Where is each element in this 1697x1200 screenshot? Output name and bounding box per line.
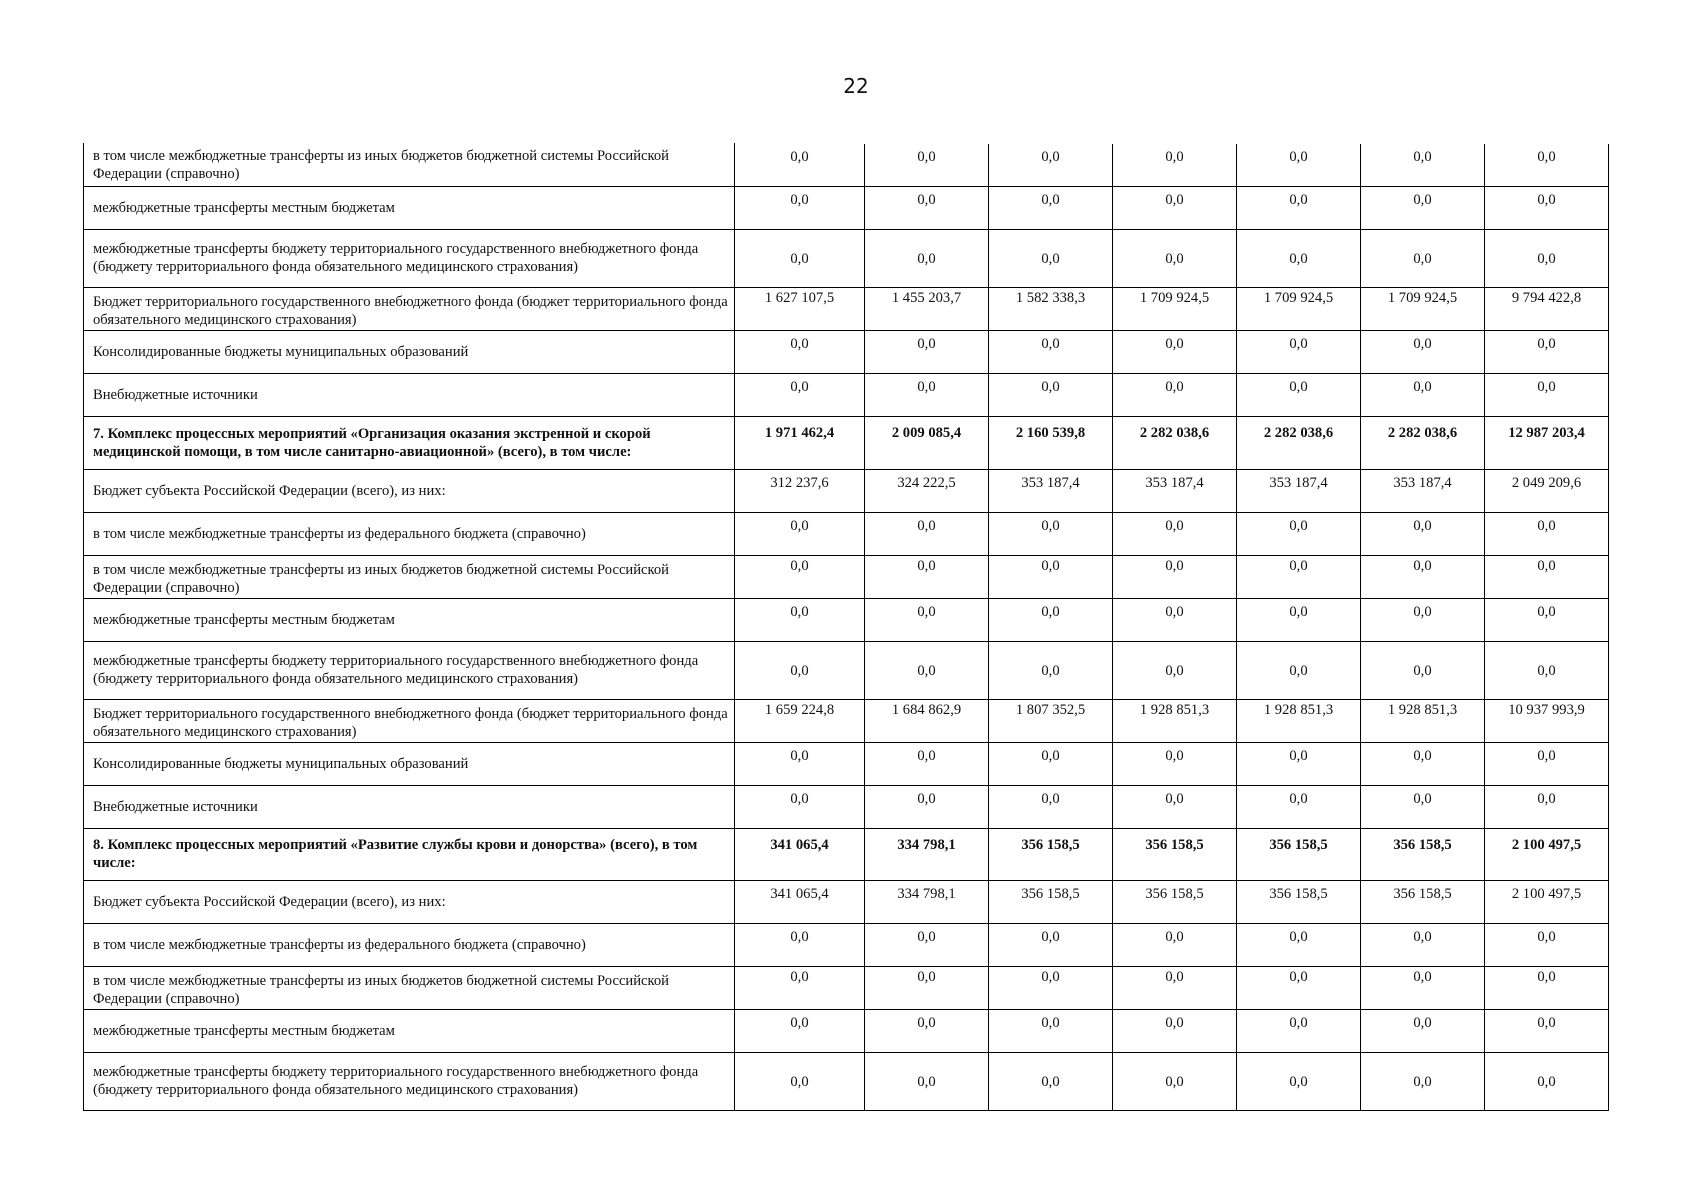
value-cell: 0,0 — [1113, 967, 1237, 1010]
value-cell: 1 709 924,5 — [1237, 288, 1361, 331]
value-cell: 0,0 — [1237, 642, 1361, 700]
budget-table — [83, 143, 1609, 1111]
value-cell: 1 928 851,3 — [1237, 700, 1361, 743]
value-cell: 356 158,5 — [989, 881, 1113, 924]
value-cell: 0,0 — [735, 374, 865, 417]
table-row — [84, 924, 1609, 967]
value-cell: 0,0 — [1113, 556, 1237, 599]
value-cell: 334 798,1 — [865, 829, 989, 881]
table-row — [84, 1053, 1609, 1111]
value-cell: 1 709 924,5 — [1113, 288, 1237, 331]
value-cell: 0,0 — [1237, 1010, 1361, 1053]
value-cell: 10 937 993,9 — [1485, 700, 1609, 743]
value-cell: 0,0 — [1237, 513, 1361, 556]
value-cell: 0,0 — [1485, 144, 1609, 187]
value-cell: 0,0 — [989, 556, 1113, 599]
value-cell: 0,0 — [1237, 187, 1361, 230]
value-cell: 0,0 — [1113, 1010, 1237, 1053]
value-cell: 0,0 — [1361, 1010, 1485, 1053]
value-cell: 0,0 — [865, 556, 989, 599]
value-cell: 0,0 — [1485, 1053, 1609, 1111]
row-label: межбюджетные трансферты местным бюджетам — [84, 187, 735, 230]
value-cell: 0,0 — [1113, 331, 1237, 374]
value-cell: 0,0 — [1485, 786, 1609, 829]
section-label: 8. Комплекс процессных мероприятий «Развитие службы крови и донорства» (всего), в том числе: — [84, 829, 735, 881]
row-label: в том числе межбюджетные трансферты из федерального бюджета (справочно) — [84, 924, 735, 967]
section-row — [84, 417, 1609, 470]
value-cell: 0,0 — [865, 642, 989, 700]
row-label: Консолидированные бюджеты муниципальных образований — [84, 331, 735, 374]
value-cell: 0,0 — [1361, 187, 1485, 230]
page-number: 22 — [843, 74, 869, 98]
table-row — [84, 786, 1609, 829]
value-cell: 2 049 209,6 — [1485, 470, 1609, 513]
value-cell: 0,0 — [1361, 786, 1485, 829]
value-cell: 0,0 — [735, 331, 865, 374]
value-cell: 353 187,4 — [1361, 470, 1485, 513]
value-cell: 0,0 — [1361, 967, 1485, 1010]
value-cell: 0,0 — [865, 743, 989, 786]
value-cell: 2 009 085,4 — [865, 417, 989, 470]
value-cell: 0,0 — [1113, 743, 1237, 786]
value-cell: 0,0 — [1113, 786, 1237, 829]
section-label: 7. Комплекс процессных мероприятий «Организация оказания экстренной и скорой медицинской помощи, в том числе санитарно-авиационной» (всего), в том числе: — [84, 417, 735, 470]
value-cell: 0,0 — [1237, 374, 1361, 417]
value-cell: 0,0 — [735, 1053, 865, 1111]
table-row — [84, 374, 1609, 417]
value-cell: 0,0 — [1485, 642, 1609, 700]
value-cell: 0,0 — [865, 967, 989, 1010]
value-cell: 356 158,5 — [1113, 829, 1237, 881]
row-label: Внебюджетные источники — [84, 374, 735, 417]
value-cell: 0,0 — [735, 743, 865, 786]
value-cell: 0,0 — [735, 144, 865, 187]
value-cell: 0,0 — [989, 187, 1113, 230]
value-cell: 0,0 — [1237, 144, 1361, 187]
value-cell: 2 160 539,8 — [989, 417, 1113, 470]
section-row — [84, 829, 1609, 881]
value-cell: 2 282 038,6 — [1361, 417, 1485, 470]
value-cell: 0,0 — [989, 1010, 1113, 1053]
table-row — [84, 144, 1609, 187]
row-label: в том числе межбюджетные трансферты из федерального бюджета (справочно) — [84, 513, 735, 556]
value-cell: 0,0 — [1485, 374, 1609, 417]
value-cell: 356 158,5 — [1237, 881, 1361, 924]
value-cell: 0,0 — [989, 331, 1113, 374]
value-cell: 0,0 — [735, 513, 865, 556]
value-cell: 0,0 — [989, 144, 1113, 187]
row-label: в том числе межбюджетные трансферты из иных бюджетов бюджетной системы Российской Федерации (справочно) — [84, 556, 735, 599]
table-row — [84, 743, 1609, 786]
value-cell: 0,0 — [1485, 513, 1609, 556]
value-cell: 2 100 497,5 — [1485, 881, 1609, 924]
table-row — [84, 1010, 1609, 1053]
row-label: межбюджетные трансферты бюджету территориального государственного внебюджетного фонда (бюджету территориального фонда обязательного медицинского страхования) — [84, 230, 735, 288]
table-row — [84, 230, 1609, 288]
value-cell: 0,0 — [1237, 743, 1361, 786]
table-row — [84, 967, 1609, 1010]
value-cell: 1 627 107,5 — [735, 288, 865, 331]
value-cell: 0,0 — [1113, 187, 1237, 230]
value-cell: 0,0 — [1361, 1053, 1485, 1111]
value-cell: 0,0 — [1237, 924, 1361, 967]
value-cell: 0,0 — [865, 1010, 989, 1053]
row-label: Бюджет территориального государственного внебюджетного фонда (бюджет территориального фонда обязательного медицинского страхования) — [84, 288, 735, 331]
row-label: Бюджет территориального государственного внебюджетного фонда (бюджет территориального фонда обязательного медицинского страхования) — [84, 700, 735, 743]
value-cell: 0,0 — [735, 556, 865, 599]
value-cell: 0,0 — [865, 230, 989, 288]
value-cell: 312 237,6 — [735, 470, 865, 513]
value-cell: 353 187,4 — [1237, 470, 1361, 513]
table-row — [84, 599, 1609, 642]
row-label: межбюджетные трансферты бюджету территориального государственного внебюджетного фонда (бюджету территориального фонда обязательного медицинского страхования) — [84, 642, 735, 700]
value-cell: 334 798,1 — [865, 881, 989, 924]
value-cell: 0,0 — [1361, 513, 1485, 556]
value-cell: 0,0 — [865, 924, 989, 967]
value-cell: 356 158,5 — [1237, 829, 1361, 881]
value-cell: 0,0 — [1485, 599, 1609, 642]
value-cell: 0,0 — [1237, 556, 1361, 599]
value-cell: 0,0 — [989, 1053, 1113, 1111]
value-cell: 0,0 — [989, 743, 1113, 786]
table-row — [84, 187, 1609, 230]
value-cell: 0,0 — [989, 230, 1113, 288]
value-cell: 341 065,4 — [735, 829, 865, 881]
value-cell: 0,0 — [1485, 743, 1609, 786]
value-cell: 353 187,4 — [1113, 470, 1237, 513]
value-cell: 0,0 — [1237, 331, 1361, 374]
value-cell: 0,0 — [989, 924, 1113, 967]
value-cell: 2 282 038,6 — [1113, 417, 1237, 470]
value-cell: 1 684 862,9 — [865, 700, 989, 743]
value-cell: 1 928 851,3 — [1361, 700, 1485, 743]
value-cell: 2 100 497,5 — [1485, 829, 1609, 881]
value-cell: 0,0 — [865, 513, 989, 556]
table-row — [84, 470, 1609, 513]
value-cell: 0,0 — [865, 144, 989, 187]
value-cell: 353 187,4 — [989, 470, 1113, 513]
value-cell: 0,0 — [1361, 556, 1485, 599]
value-cell: 0,0 — [1361, 743, 1485, 786]
value-cell: 0,0 — [1361, 230, 1485, 288]
value-cell: 0,0 — [1113, 599, 1237, 642]
value-cell: 0,0 — [865, 1053, 989, 1111]
value-cell: 0,0 — [735, 786, 865, 829]
row-label: в том числе межбюджетные трансферты из иных бюджетов бюджетной системы Российской Федерации (справочно) — [84, 967, 735, 1010]
value-cell: 0,0 — [989, 513, 1113, 556]
value-cell: 0,0 — [989, 642, 1113, 700]
value-cell: 0,0 — [1237, 786, 1361, 829]
row-label: Внебюджетные источники — [84, 786, 735, 829]
value-cell: 0,0 — [1113, 924, 1237, 967]
row-label: Бюджет субъекта Российской Федерации (всего), из них: — [84, 470, 735, 513]
value-cell: 1 659 224,8 — [735, 700, 865, 743]
value-cell: 0,0 — [865, 786, 989, 829]
value-cell: 0,0 — [1237, 230, 1361, 288]
value-cell: 12 987 203,4 — [1485, 417, 1609, 470]
row-label: межбюджетные трансферты местным бюджетам — [84, 1010, 735, 1053]
value-cell: 0,0 — [1485, 967, 1609, 1010]
table-row — [84, 700, 1609, 743]
value-cell: 1 971 462,4 — [735, 417, 865, 470]
value-cell: 0,0 — [1113, 230, 1237, 288]
table-row — [84, 881, 1609, 924]
value-cell: 0,0 — [735, 230, 865, 288]
value-cell: 0,0 — [989, 786, 1113, 829]
row-label: Консолидированные бюджеты муниципальных образований — [84, 743, 735, 786]
value-cell: 0,0 — [989, 374, 1113, 417]
value-cell: 0,0 — [865, 331, 989, 374]
table-row — [84, 513, 1609, 556]
value-cell: 0,0 — [735, 599, 865, 642]
value-cell: 356 158,5 — [1361, 829, 1485, 881]
value-cell: 0,0 — [1361, 924, 1485, 967]
value-cell: 0,0 — [1485, 556, 1609, 599]
value-cell: 0,0 — [735, 967, 865, 1010]
value-cell: 0,0 — [1237, 1053, 1361, 1111]
row-label: в том числе межбюджетные трансферты из иных бюджетов бюджетной системы Российской Федерации (справочно) — [84, 144, 735, 187]
value-cell: 0,0 — [1113, 642, 1237, 700]
value-cell: 0,0 — [735, 187, 865, 230]
row-label: межбюджетные трансферты бюджету территориального государственного внебюджетного фонда (бюджету территориального фонда обязательного медицинского страхования) — [84, 1053, 735, 1111]
value-cell: 0,0 — [1237, 967, 1361, 1010]
value-cell: 0,0 — [1113, 144, 1237, 187]
value-cell: 0,0 — [1113, 513, 1237, 556]
value-cell: 356 158,5 — [1361, 881, 1485, 924]
value-cell: 0,0 — [989, 967, 1113, 1010]
row-label: межбюджетные трансферты местным бюджетам — [84, 599, 735, 642]
value-cell: 2 282 038,6 — [1237, 417, 1361, 470]
table-row — [84, 642, 1609, 700]
value-cell: 9 794 422,8 — [1485, 288, 1609, 331]
value-cell: 0,0 — [1237, 599, 1361, 642]
value-cell: 0,0 — [735, 1010, 865, 1053]
value-cell: 0,0 — [1361, 144, 1485, 187]
value-cell: 356 158,5 — [989, 829, 1113, 881]
value-cell: 0,0 — [1113, 1053, 1237, 1111]
value-cell: 0,0 — [1361, 642, 1485, 700]
value-cell: 0,0 — [1485, 187, 1609, 230]
value-cell: 341 065,4 — [735, 881, 865, 924]
value-cell: 0,0 — [1361, 599, 1485, 642]
row-label: Бюджет субъекта Российской Федерации (всего), из них: — [84, 881, 735, 924]
table-row — [84, 331, 1609, 374]
value-cell: 1 582 338,3 — [989, 288, 1113, 331]
value-cell: 0,0 — [1361, 374, 1485, 417]
value-cell: 1 709 924,5 — [1361, 288, 1485, 331]
value-cell: 356 158,5 — [1113, 881, 1237, 924]
value-cell: 0,0 — [1485, 230, 1609, 288]
value-cell: 1 928 851,3 — [1113, 700, 1237, 743]
value-cell: 0,0 — [1113, 374, 1237, 417]
value-cell: 0,0 — [1485, 331, 1609, 374]
value-cell: 0,0 — [1485, 924, 1609, 967]
value-cell: 0,0 — [735, 924, 865, 967]
value-cell: 1 455 203,7 — [865, 288, 989, 331]
table-row — [84, 288, 1609, 331]
table-row — [84, 556, 1609, 599]
value-cell: 0,0 — [735, 642, 865, 700]
value-cell: 0,0 — [865, 187, 989, 230]
value-cell: 1 807 352,5 — [989, 700, 1113, 743]
value-cell: 0,0 — [989, 599, 1113, 642]
value-cell: 0,0 — [1361, 331, 1485, 374]
value-cell: 0,0 — [865, 374, 989, 417]
value-cell: 0,0 — [1485, 1010, 1609, 1053]
value-cell: 324 222,5 — [865, 470, 989, 513]
value-cell: 0,0 — [865, 599, 989, 642]
